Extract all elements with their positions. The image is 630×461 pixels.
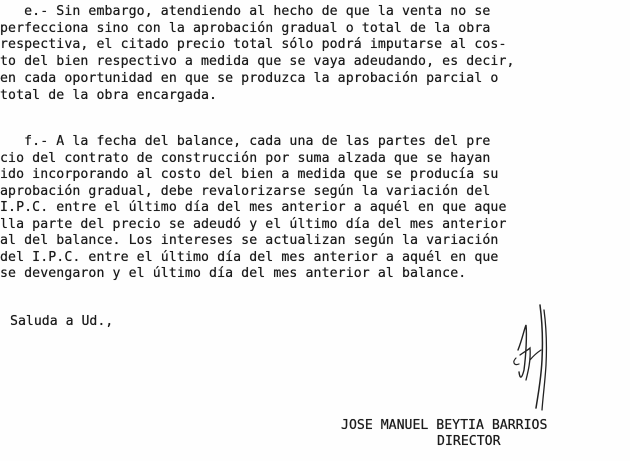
paragraph-f-line: del I.P.C. entre el último día del mes anterior a aquél en que: [0, 250, 499, 265]
signer-title: DIRECTOR: [437, 434, 501, 449]
paragraph-e-line: e.- Sin embargo, atendiendo al hecho de que la venta no se: [0, 4, 491, 19]
signer-name: JOSE MANUEL BEYTIA BARRIOS: [341, 418, 548, 433]
paragraph-f-line: lla parte del precio se adeudó y el último día del mes anterior: [0, 217, 507, 232]
paragraph-f-line: I.P.C. entre el último día del mes anterior a aquél en que aque: [0, 200, 507, 215]
paragraph-e-line: respectiva, el citado precio total sólo podrá imputarse al cos-: [0, 37, 507, 52]
paragraph-f-line: aprobación gradual, debe revalorizarse según la variación del: [0, 184, 491, 199]
handwritten-signature: [500, 300, 580, 415]
paragraph-e-line: to del bien respectivo a medida que se vaya adeudando, es decir,: [0, 54, 515, 69]
paragraph-f-line: cio del contrato de construcción por suma alzada que se hayan: [0, 151, 491, 166]
paragraph-e-line: en cada oportunidad en que se produzca la aprobación parcial o: [0, 71, 499, 86]
paragraph-f-line: f.- A la fecha del balance, cada una de las partes del pre: [0, 134, 491, 149]
paragraph-e-line: perfecciona sino con la aprobación gradual o total de la obra: [0, 21, 491, 36]
paragraph-f-line: se devengaron y el último día del mes anterior al balance.: [0, 266, 467, 281]
paragraph-f-line: al del balance. Los intereses se actualizan según la variación: [0, 233, 499, 248]
paragraph-f-line: ido incorporando al costo del bien a medida que se producía su: [0, 167, 499, 182]
paragraph-e-line: total de la obra encargada.: [0, 88, 218, 103]
closing-salutation: Saluda a Ud.,: [10, 314, 114, 329]
